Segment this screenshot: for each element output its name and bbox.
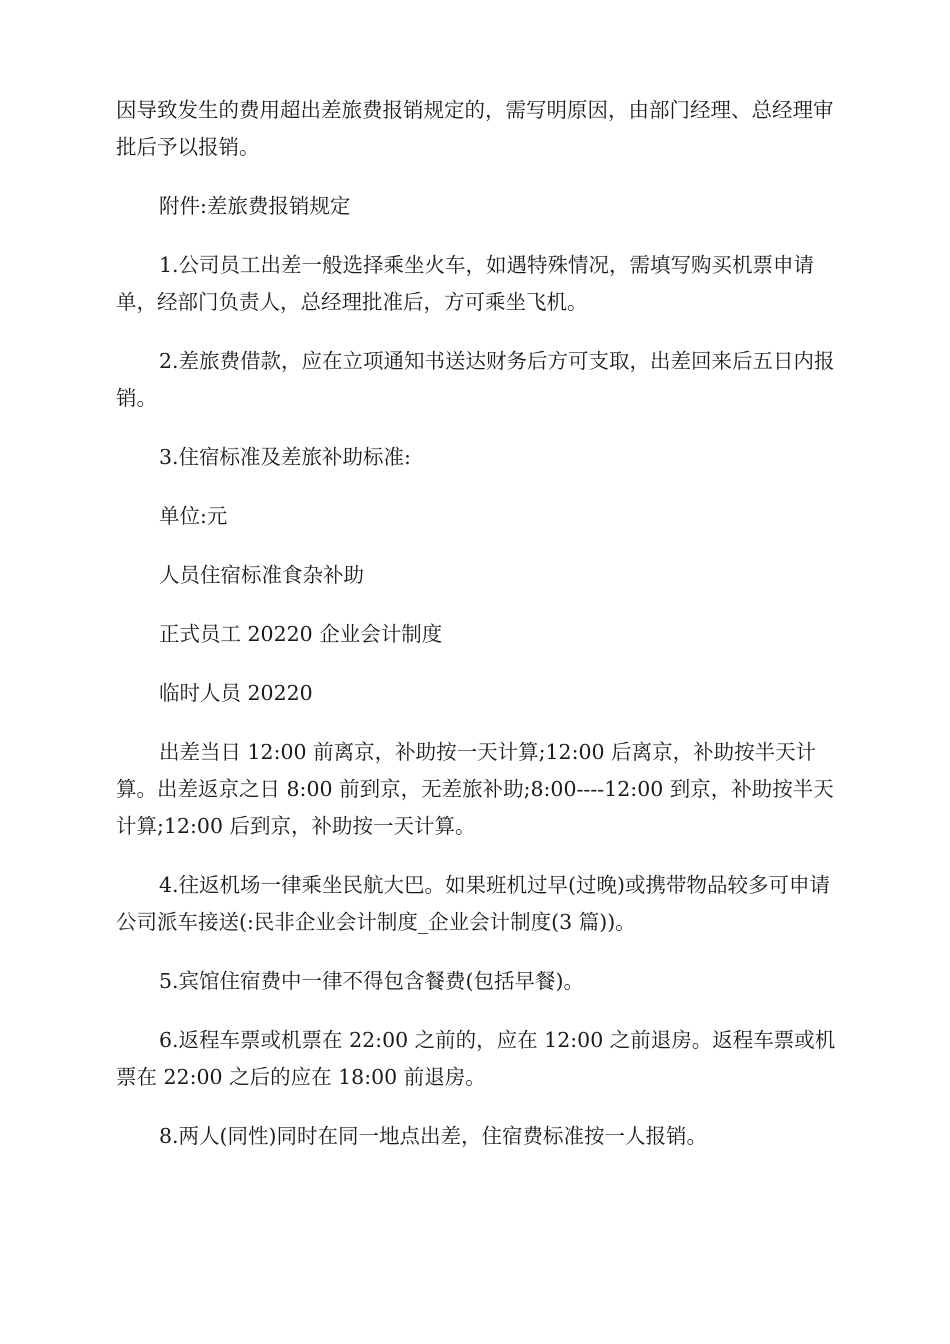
paragraph-reimbursement-note: 因导致发生的费用超出差旅费报销规定的，需写明原因，由部门经理、总经理审批后予以报销。 [116, 98, 834, 159]
paragraph-unit: 单位:元 [159, 504, 228, 528]
paragraph-regular-staff: 正式员工 20220 企业会计制度 [159, 622, 443, 646]
paragraph-rule-2: 2.差旅费借款，应在立项通知书送达财务后方可支取，出差回来后五日内报销。 [116, 349, 835, 410]
paragraph-rule-3: 3.住宿标准及差旅补助标准: [159, 445, 411, 469]
paragraph-allowance-timing: 出差当日 12:00 前离京，补助按一天计算;12:00 后离京，补助按半天计算。出差返京之日 8:00 前到京，无差旅补助;8:00----12:00 到京，补助按半天计算;12:00 后到京，补助按一天计算。 [116, 740, 834, 838]
paragraph-rule-4: 4.往返机场一律乘坐民航大巴。如果班机过早(过晚)或携带物品较多可申请公司派车接送(:民非企业会计制度_企业会计制度(3 篇))。 [116, 873, 831, 934]
paragraph-temporary-staff: 临时人员 20220 [159, 681, 313, 705]
paragraph-attachment-title: 附件:差旅费报销规定 [159, 194, 351, 218]
paragraph-rule-6: 6.返程车票或机票在 22:00 之前的，应在 12:00 之前退房。返程车票或机票在 22:00 之后的应在 18:00 前退房。 [116, 1028, 836, 1089]
paragraph-rule-1: 1.公司员工出差一般选择乘坐火车，如遇特殊情况，需填写购买机票申请单，经部门负责人，总经理批准后，方可乘坐飞机。 [116, 253, 815, 314]
paragraph-rule-8: 8.两人(同性)同时在同一地点出差，住宿费标准按一人报销。 [159, 1124, 708, 1148]
document-body [116, 92, 836, 1177]
paragraph-rule-5: 5.宾馆住宿费中一律不得包含餐费(包括早餐)。 [159, 969, 585, 993]
paragraph-table-header: 人员住宿标准食杂补助 [159, 563, 364, 587]
